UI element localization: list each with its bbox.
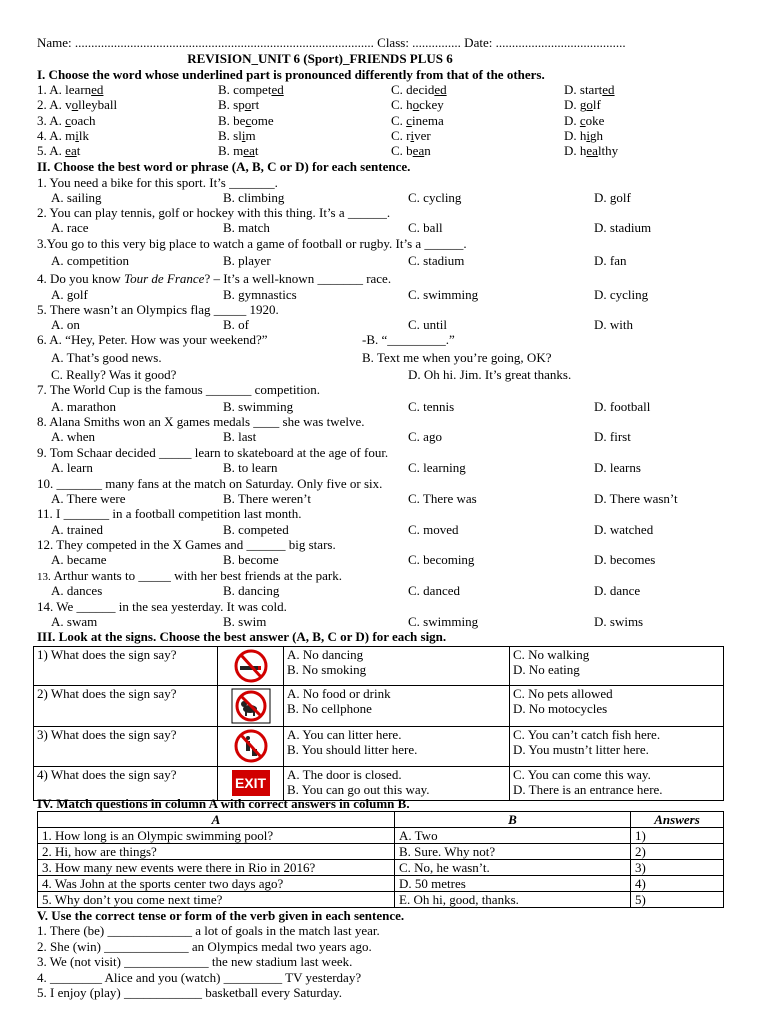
part1-option-b: B. meat (218, 143, 259, 159)
sign-image-cell (218, 727, 284, 767)
question-cell: 1. How long is an Olympic swimming pool? (38, 828, 395, 844)
answer-option: B. become (223, 552, 279, 567)
answer-option: C. learning (408, 460, 466, 475)
exit-sign-icon: EXIT (232, 770, 270, 796)
part1-option-d: D. started (564, 82, 615, 97)
answer-option: A. There were (51, 491, 126, 506)
answer-option: D. golf (594, 190, 631, 205)
answer-blank-cell: 5) (631, 892, 724, 908)
answer-option: A. race (51, 220, 89, 235)
part5-heading: V. Use the correct tense or form of the verb given in each sentence. (37, 908, 405, 923)
answer-option: D. watched (594, 522, 654, 537)
part1-option-b: B. become (218, 112, 274, 128)
answer-option: B. player (223, 253, 271, 268)
no-littering-icon (233, 729, 269, 763)
answer-option: C. until (408, 317, 448, 332)
question-cell: 4. Was John at the sports center two days ago? (38, 876, 395, 892)
answer-option: B. dancing (223, 583, 280, 598)
column-a-header: A (38, 812, 395, 828)
answer-option: B. There weren’t (223, 491, 311, 506)
option-c: C. You can come this way. (513, 767, 651, 782)
part1-option-d: D. high (564, 127, 604, 143)
part1-option-a: 3. A. coach (37, 112, 96, 128)
sign-row (34, 686, 724, 727)
answer-cell: B. Sure. Why not? (395, 844, 631, 860)
answer-option: D. with (594, 317, 633, 332)
verb-exercise-line: 4. ________ Alice and you (watch) _________ TV yesterday? (37, 969, 362, 985)
answer-option: D. learns (594, 460, 641, 475)
part1-option-c: C. cinema (391, 112, 444, 128)
answer-option: C. swimming (408, 287, 479, 302)
question-text: 12. They competed in the X Games and ______ big stars. (37, 537, 336, 552)
verb-exercise-line: 1. There (be) _____________ a lot of goals in the match last year. (37, 923, 380, 938)
question-text: 8. Alana Smiths won an X games medals ____ she was twelve. (37, 414, 365, 429)
question-text: 14. We ______ in the sea yesterday. It was cold. (37, 599, 287, 614)
answer-option: D. stadium (594, 220, 652, 235)
sign-question: 3) What does the sign say? (34, 727, 218, 767)
part1-option-a: 4. A. milk (37, 127, 90, 143)
part2-heading: II. Choose the best word or phrase (A, B, C or D) for each sentence. (37, 159, 411, 174)
question-text: 11. I _______ in a football competition last month. (37, 506, 302, 521)
answer-blank-cell: 4) (631, 876, 724, 892)
answer-option: D. first (594, 429, 631, 444)
question-cell: 5. Why don’t you come next time? (38, 892, 395, 908)
part1-option-d: D. healthy (564, 143, 619, 159)
column-b-header: B (395, 812, 631, 828)
question-cell: 3. How many new events were there in Rio in 2016? (38, 860, 395, 876)
question-text: 2. You can play tennis, golf or hockey with this thing. It’s a ______. (37, 205, 391, 220)
option-c: C. No pets allowed (513, 686, 613, 701)
answer-option: B. gymnastics (223, 287, 297, 302)
verb-exercise-line: 3. We (not visit) _____________ the new stadium last week. (37, 954, 353, 969)
answer-option: B. climbing (223, 190, 285, 205)
no-pets-icon (231, 688, 271, 724)
question-text: 7. The World Cup is the famous _______ competition. (37, 382, 321, 397)
no-smoking-icon (233, 649, 269, 683)
question-text: 6. A. “Hey, Peter. How was your weekend?” (37, 332, 268, 347)
option-b: B. You can go out this way. (287, 782, 430, 797)
part1-option-b: B. slim (218, 127, 256, 143)
answer-blank-cell: 2) (631, 844, 724, 860)
answer-option: C. swimming (408, 614, 479, 629)
question-text: 5. There wasn’t an Olympics flag _____ 1920. (37, 302, 279, 317)
part1-heading: I. Choose the word whose underlined part is pronounced differently from that of the others. (37, 67, 545, 82)
signs-table (33, 646, 724, 801)
part1-option-d: D. coke (564, 112, 605, 128)
answers-header: Answers (631, 812, 724, 828)
answer-cell: A. Two (395, 828, 631, 844)
match-header-row (38, 812, 724, 828)
answer-cell: C. No, he wasn’t. (395, 860, 631, 876)
sign-question: 4) What does the sign say? (34, 767, 218, 801)
answer-option: D. swims (594, 614, 644, 629)
option-b: B. You should litter here. (287, 742, 418, 757)
table-row (38, 892, 724, 908)
option-b: B. No smoking (287, 662, 367, 677)
question-text: 9. Tom Schaar decided _____ learn to skateboard at the age of four. (37, 445, 389, 460)
answer-option: C. stadium (408, 253, 465, 268)
answer-option: A. That’s good news. (51, 350, 162, 365)
answer-option: C. ago (408, 429, 442, 444)
answer-option: C. moved (408, 522, 459, 537)
answer-option: A. competition (51, 253, 129, 268)
answer-option: C. tennis (408, 399, 455, 414)
answer-option: B. swimming (223, 399, 294, 414)
option-a: A. The door is closed. (287, 767, 402, 782)
answer-option: A. golf (51, 287, 88, 302)
part1-option-b: B. sport (218, 97, 260, 113)
answer-option: C. danced (408, 583, 460, 598)
answer-option: D. There wasn’t (594, 491, 678, 506)
answer-option: C. becoming (408, 552, 475, 567)
option-a: A. No food or drink (287, 686, 391, 701)
answer-option: C. There was (408, 491, 477, 506)
question-text: 3.You go to this very big place to watch a game of football or rugby. It’s a ______. (37, 236, 467, 251)
answer-option: A. sailing (51, 190, 102, 205)
answer-option: B. swim (223, 614, 267, 629)
answer-blank-cell: 1) (631, 828, 724, 844)
option-a: A. No dancing (287, 647, 364, 662)
answer-option: B. to learn (223, 460, 278, 475)
table-row (38, 860, 724, 876)
sign-row (34, 647, 724, 686)
answer-option: B. match (223, 220, 270, 235)
part1-option-b: B. competed (218, 82, 284, 97)
table-row (38, 844, 724, 860)
sign-question: 2) What does the sign say? (34, 686, 218, 727)
answer-option: B. competed (223, 522, 289, 537)
answer-option: D. fan (594, 253, 627, 268)
page-title: REVISION_UNIT 6 (Sport)_FRIENDS PLUS 6 (187, 51, 453, 66)
option-d: D. No motocycles (513, 701, 608, 716)
match-table (37, 811, 724, 908)
name-class-date-line: Name: ............................................................................................ Class: ............... Date: ........................................ (37, 35, 626, 50)
part4-heading: IV. Match questions in column A with correct answers in column B. (37, 796, 410, 811)
answer-option: A. trained (51, 522, 103, 537)
table-row (38, 876, 724, 892)
answer-option: C. ball (408, 220, 443, 235)
option-c: C. No walking (513, 647, 590, 662)
sign-image-cell (218, 686, 284, 727)
table-row (38, 828, 724, 844)
part1-option-a: 1. A. learned (37, 82, 104, 97)
sign-row (34, 727, 724, 767)
answer-option: A. swam (51, 614, 98, 629)
sign-image-cell (218, 647, 284, 686)
answer-option: C. cycling (408, 190, 462, 205)
verb-exercise-line: 5. I enjoy (play) ____________ basketball every Saturday. (37, 985, 342, 1000)
answer-option: A. became (51, 552, 107, 567)
option-d: D. You mustn’t litter here. (513, 742, 649, 757)
answer-option: A. when (51, 429, 96, 444)
part1-option-c: C. decided (391, 82, 447, 97)
question-cell: 2. Hi, how are things? (38, 844, 395, 860)
answer-option: D. dance (594, 583, 641, 598)
answer-cell: E. Oh hi, good, thanks. (395, 892, 631, 908)
answer-option: A. on (51, 317, 80, 332)
answer-option: A. dances (51, 583, 103, 598)
option-d: D. There is an entrance here. (513, 782, 663, 797)
part1-option-a: 2. A. volleyball (37, 97, 118, 113)
verb-exercise-line: 2. She (win) _____________ an Olympics medal two years ago. (37, 938, 372, 954)
answer-option: D. cycling (594, 287, 649, 302)
answer-option: A. learn (51, 460, 93, 475)
part1-option-d: D. golf (564, 97, 601, 113)
answer-option: B. last (223, 429, 257, 444)
part1-option-c: C. river (391, 127, 431, 143)
answer-option: D. Oh hi. Jim. It’s great thanks. (408, 367, 572, 382)
answer-option: A. marathon (51, 399, 116, 414)
part1-option-c: C. bean (391, 143, 431, 159)
answer-option: D. football (594, 399, 651, 414)
question-text: 4. Do you know Tour de France? – It’s a well-known _______ race. (37, 271, 392, 286)
answer-option: C. Really? Was it good? (51, 367, 177, 382)
option-d: D. No eating (513, 662, 580, 677)
answer-option: D. becomes (594, 552, 656, 567)
part3-heading: III. Look at the signs. Choose the best answer (A, B, C or D) for each sign. (37, 629, 447, 644)
question-reply: -B. “_________.” (362, 332, 455, 347)
part1-option-a: 5. A. eat (37, 143, 81, 159)
answer-option: B. of (223, 317, 249, 332)
answer-option: B. Text me when you’re going, OK? (362, 350, 552, 365)
question-text: 13. Arthur wants to _____ with her best friends at the park. (37, 568, 342, 583)
question-text: 10. _______ many fans at the match on Saturday. Only five or six. (37, 476, 383, 491)
answer-cell: D. 50 metres (395, 876, 631, 892)
sign-question: 1) What does the sign say? (34, 647, 218, 686)
option-c: C. You can’t catch fish here. (513, 727, 661, 742)
answer-blank-cell: 3) (631, 860, 724, 876)
question-text: 1. You need a bike for this sport. It’s _______. (37, 175, 278, 190)
part1-option-c: C. hockey (391, 97, 444, 113)
option-b: B. No cellphone (287, 701, 372, 716)
option-a: A. You can litter here. (287, 727, 402, 742)
